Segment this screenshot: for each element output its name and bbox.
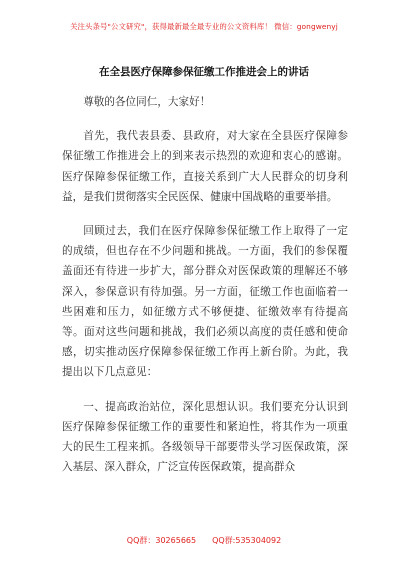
footer-qq-secondary: QQ群:535304092 [212,536,282,545]
paragraph-salutation: 尊敬的各位同仁，大家好！ [83,96,211,108]
paragraph-point-one: 一、提高政治站位，深化思想认识。我们要充分认识到医疗保障参保征缴工作的重要性和紧迫性，将其作为一项重大的民生工程来抓。各级领导干部要带头学习医保政策，深入基层、深入群众，广泛宣传医保政策，提高群众 [62,400,348,474]
paragraph-opening: 首先，我代表县委、县政府，对大家在全县医疗保障参保征缴工作推进会上的到来表示热烈的欢迎和衷心的感谢。医疗保障参保征缴工作，直接关系到广大人民群众的切身利益，是我们贯彻落实全民医保、健康中国战略的重要举措。 [62,130,348,203]
paragraph-review: 回顾过去，我们在医疗保障参保征缴工作上取得了一定的成绩，但也存在不少问题和挑战。一方面，我们的参保覆盖面还有待进一步扩大，部分群众对医保政策的理解还不够深入，参保意识有待加强。另一方面，征缴工作也面临着一些困难和压力，如征缴方式不够便捷、征缴效率有待提高等。面对这些问题和挑战，我们必须以高度的责任感和使命感，切实推动医疗保障参保征缴工作再上新台阶。为此，我提出以下几点意见： [62,225,348,379]
footer-qq-primary: QQ群：30265665 [126,536,197,545]
footer-contact [0,535,408,546]
header-banner: 关注头条号"公文研究"，获得最新最全最专业的公文资料库！ 微信：gongwenyj [70,22,338,31]
document-title: 在全县医疗保障参保征缴工作推进会上的讲话 [99,66,309,78]
document-body [62,92,348,477]
